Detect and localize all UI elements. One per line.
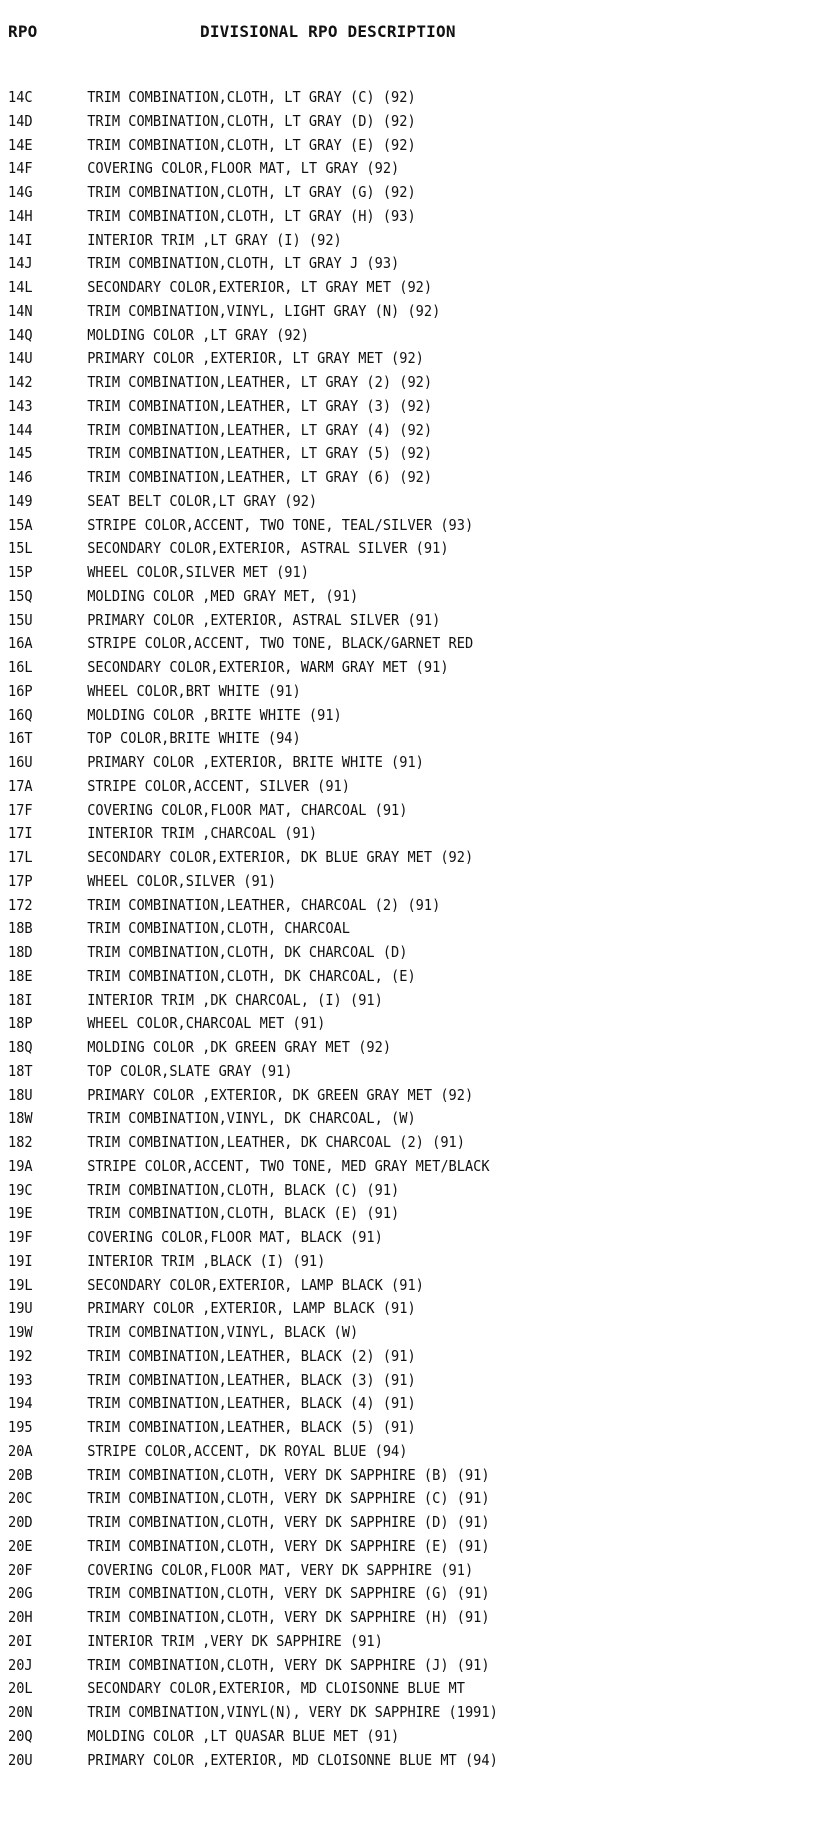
rpo-code: 19U [8,1299,33,1318]
rpo-code: 192 [8,1346,33,1365]
table-row [8,1630,703,1654]
rpo-code: 19W [8,1323,33,1341]
table-row [8,514,703,538]
rpo-description: INTERIOR TRIM ,VERY DK SAPPHIRE (91) [87,1631,383,1650]
table-row [8,347,703,371]
rpo-description: TRIM COMBINATION,CLOTH, LT GRAY J (93) [87,254,400,273]
rpo-code: 14F [8,159,33,178]
table-row [8,1012,703,1036]
rpo-description: PRIMARY COLOR ,EXTERIOR, BRITE WHITE (91) [87,753,424,771]
rpo-code: 14H [8,206,33,225]
rpo-description: SECONDARY COLOR,EXTERIOR, LT GRAY MET (92) [87,278,433,296]
rpo-description: COVERING COLOR,FLOOR MAT, LT GRAY (92) [87,159,400,178]
table-row [8,1535,703,1559]
table-row [8,229,703,253]
table-header [8,22,788,52]
rpo-code: 14Q [8,325,33,344]
rpo-code: 146 [8,468,33,486]
table-row [8,1440,703,1464]
rpo-code: 18E [8,966,33,985]
table-row [8,181,703,205]
rpo-description: TRIM COMBINATION,CLOTH, LT GRAY (C) (92) [87,88,416,106]
rpo-code: 16L [8,658,33,676]
rpo-code: 14E [8,135,33,154]
table-row [8,371,703,395]
table-row [8,1677,703,1701]
rpo-description: PRIMARY COLOR ,EXTERIOR, ASTRAL SILVER (91) [87,610,441,629]
table-row [8,632,703,656]
rpo-description: COVERING COLOR,FLOOR MAT, VERY DK SAPPHIRE (91) [87,1560,474,1579]
table-row [8,989,703,1013]
table-row [8,1131,703,1155]
rpo-description: TRIM COMBINATION,LEATHER, LT GRAY (4) (92) [87,420,433,439]
table-row [8,419,703,443]
rpo-code: 18P [8,1014,33,1033]
description-column-header: DIVISIONAL RPO DESCRIPTION [200,22,456,41]
rpo-code: 194 [8,1394,33,1413]
rpo-code: 142 [8,373,33,391]
rpo-description: STRIPE COLOR,ACCENT, TWO TONE, TEAL/SILVER (93) [87,515,474,534]
rpo-description: TOP COLOR,BRITE WHITE (94) [87,729,301,748]
table-row [8,1416,703,1440]
rpo-code: 18D [8,943,33,961]
rpo-code: 145 [8,444,33,463]
table-row [8,1559,703,1583]
rpo-list [8,86,798,1772]
rpo-description: TRIM COMBINATION,VINYL, LIGHT GRAY (N) (92) [87,301,441,320]
rpo-description: TRIM COMBINATION,LEATHER, LT GRAY (3) (92) [87,396,433,415]
rpo-description: WHEEL COLOR,SILVER MET (91) [87,563,309,581]
rpo-code: 16U [8,753,33,771]
table-row [8,1392,703,1416]
table-row [8,894,703,918]
rpo-description: TRIM COMBINATION,CLOTH, BLACK (E) (91) [87,1204,400,1223]
table-row [8,1084,703,1108]
table-row [8,1654,703,1678]
rpo-description: PRIMARY COLOR ,EXTERIOR, LT GRAY MET (92) [87,349,424,368]
rpo-code: 15L [8,539,33,558]
table-row [8,1107,703,1131]
rpo-description: WHEEL COLOR,SILVER (91) [87,871,277,890]
rpo-description: SECONDARY COLOR,EXTERIOR, WARM GRAY MET (91) [87,658,449,676]
rpo-code: 17L [8,848,33,866]
rpo-code: 17F [8,800,33,819]
rpo-description: INTERIOR TRIM ,LT GRAY (I) (92) [87,230,342,249]
rpo-description: TRIM COMBINATION,CLOTH, LT GRAY (H) (93) [87,206,416,225]
table-row [8,134,703,158]
rpo-description: STRIPE COLOR,ACCENT, TWO TONE, BLACK/GARNET RED [87,634,474,653]
rpo-description: WHEEL COLOR,CHARCOAL MET (91) [87,1014,326,1033]
rpo-description: TRIM COMBINATION,CLOTH, VERY DK SAPPHIRE (D) (91) [87,1513,490,1531]
rpo-code: 15Q [8,586,33,605]
rpo-description: TRIM COMBINATION,CLOTH, VERY DK SAPPHIRE (C) (91) [87,1489,490,1508]
rpo-description: SECONDARY COLOR,EXTERIOR, LAMP BLACK (91) [87,1275,424,1294]
rpo-description: TRIM COMBINATION,CLOTH, LT GRAY (D) (92) [87,111,416,130]
rpo-description: STRIPE COLOR,ACCENT, DK ROYAL BLUE (94) [87,1441,408,1460]
rpo-description: COVERING COLOR,FLOOR MAT, BLACK (91) [87,1228,383,1246]
rpo-description: INTERIOR TRIM ,DK CHARCOAL, (I) (91) [87,990,383,1009]
rpo-code: 19F [8,1228,33,1246]
rpo-description: TRIM COMBINATION,CLOTH, LT GRAY (E) (92) [87,135,416,154]
rpo-code: 15P [8,563,33,581]
rpo-code: 14I [8,230,33,249]
table-row [8,442,703,466]
table-row [8,846,703,870]
rpo-code: 20J [8,1655,33,1674]
rpo-code: 182 [8,1133,33,1151]
rpo-description: MOLDING COLOR ,DK GREEN GRAY MET (92) [87,1038,392,1056]
rpo-description: TRIM COMBINATION,LEATHER, BLACK (5) (91) [87,1418,416,1436]
rpo-description: SECONDARY COLOR,EXTERIOR, MD CLOISONNE BLUE MT [87,1679,465,1698]
table-row [8,680,703,704]
table-row [8,1036,703,1060]
rpo-code: 14U [8,349,33,368]
rpo-code: 20I [8,1631,33,1650]
table-row [8,1345,703,1369]
rpo-description: MOLDING COLOR ,MED GRAY MET, (91) [87,586,359,605]
rpo-code: 16P [8,681,33,700]
table-row [8,1749,703,1773]
rpo-code: 20L [8,1679,33,1698]
rpo-code: 14C [8,88,33,106]
rpo-description: TRIM COMBINATION,CLOTH, VERY DK SAPPHIRE (E) (91) [87,1536,490,1555]
rpo-code: 20U [8,1750,33,1769]
rpo-code: 14J [8,254,33,273]
rpo-description: INTERIOR TRIM ,CHARCOAL (91) [87,824,318,843]
rpo-code: 20A [8,1441,33,1460]
table-row [8,1464,703,1488]
table-row [8,870,703,894]
table-row [8,252,703,276]
table-row [8,537,703,561]
table-row [8,490,703,514]
rpo-code: 19I [8,1251,33,1270]
rpo-code: 15A [8,515,33,534]
table-row [8,300,703,324]
rpo-code: 14G [8,183,33,201]
rpo-code: 18T [8,1061,33,1080]
rpo-code: 14N [8,301,33,320]
rpo-code: 144 [8,420,33,439]
rpo-code: 20B [8,1465,33,1484]
table-row [8,585,703,609]
table-row [8,1725,703,1749]
rpo-description: SECONDARY COLOR,EXTERIOR, ASTRAL SILVER (91) [87,539,449,558]
table-row [8,727,703,751]
rpo-description: TRIM COMBINATION,CLOTH, CHARCOAL [87,919,350,938]
table-row [8,205,703,229]
rpo-description: TRIM COMBINATION,LEATHER, LT GRAY (5) (92) [87,444,433,463]
rpo-code: 19E [8,1204,33,1223]
rpo-description: TRIM COMBINATION,CLOTH, LT GRAY (G) (92) [87,183,416,201]
table-row [8,751,703,775]
rpo-description: TRIM COMBINATION,CLOTH, DK CHARCOAL, (E) [87,966,416,985]
rpo-description: TRIM COMBINATION,VINYL, BLACK (W) [87,1323,359,1341]
rpo-description: TRIM COMBINATION,LEATHER, BLACK (3) (91) [87,1370,416,1389]
rpo-description: STRIPE COLOR,ACCENT, TWO TONE, MED GRAY MET/BLACK [87,1156,490,1175]
table-row [8,1179,703,1203]
table-row [8,561,703,585]
rpo-code: 17P [8,871,33,890]
table-row [8,941,703,965]
rpo-code: 195 [8,1418,33,1436]
table-row [8,466,703,490]
table-row [8,1487,703,1511]
table-row [8,1060,703,1084]
rpo-description: STRIPE COLOR,ACCENT, SILVER (91) [87,776,350,795]
rpo-code: 18I [8,990,33,1009]
rpo-description: WHEEL COLOR,BRT WHITE (91) [87,681,301,700]
rpo-code: 19L [8,1275,33,1294]
rpo-code: 18B [8,919,33,938]
rpo-description: PRIMARY COLOR ,EXTERIOR, MD CLOISONNE BLUE MT (94) [87,1750,498,1769]
table-row [8,1701,703,1725]
rpo-description: TRIM COMBINATION,LEATHER, CHARCOAL (2) (91) [87,895,441,914]
rpo-description: PRIMARY COLOR ,EXTERIOR, LAMP BLACK (91) [87,1299,416,1318]
rpo-code: 17A [8,776,33,795]
table-row [8,799,703,823]
rpo-code: 20E [8,1536,33,1555]
rpo-code: 20N [8,1703,33,1721]
table-row [8,965,703,989]
rpo-code: 18U [8,1085,33,1104]
rpo-description: TRIM COMBINATION,CLOTH, BLACK (C) (91) [87,1180,400,1199]
table-row [8,1511,703,1535]
rpo-code: 20C [8,1489,33,1508]
rpo-code: 16T [8,729,33,748]
rpo-description: TRIM COMBINATION,LEATHER, BLACK (4) (91) [87,1394,416,1413]
table-row [8,775,703,799]
rpo-description: TRIM COMBINATION,CLOTH, VERY DK SAPPHIRE (J) (91) [87,1655,490,1674]
rpo-description: MOLDING COLOR ,BRITE WHITE (91) [87,705,342,724]
table-row [8,110,703,134]
rpo-code: 143 [8,396,33,415]
rpo-code: 19A [8,1156,33,1175]
rpo-description: TRIM COMBINATION,CLOTH, DK CHARCOAL (D) [87,943,408,961]
rpo-description: SEAT BELT COLOR,LT GRAY (92) [87,491,318,510]
table-row [8,1250,703,1274]
table-row [8,157,703,181]
table-row [8,1274,703,1298]
table-row [8,395,703,419]
rpo-code: 20D [8,1513,33,1531]
rpo-description: SECONDARY COLOR,EXTERIOR, DK BLUE GRAY MET (92) [87,848,474,866]
rpo-code: 20G [8,1584,33,1603]
rpo-code: 18W [8,1109,33,1128]
rpo-code: 193 [8,1370,33,1389]
rpo-description: MOLDING COLOR ,LT QUASAR BLUE MET (91) [87,1726,400,1745]
rpo-description: TRIM COMBINATION,VINYL(N), VERY DK SAPPHIRE (1991) [87,1703,498,1721]
table-row [8,1582,703,1606]
table-row [8,1202,703,1226]
rpo-description: TRIM COMBINATION,LEATHER, LT GRAY (6) (92) [87,468,433,486]
rpo-description: TRIM COMBINATION,CLOTH, VERY DK SAPPHIRE (H) (91) [87,1608,490,1626]
table-row [8,86,703,110]
rpo-code: 172 [8,895,33,914]
rpo-code: 17I [8,824,33,843]
rpo-description: TOP COLOR,SLATE GRAY (91) [87,1061,293,1080]
rpo-code: 19C [8,1180,33,1199]
rpo-code: 14D [8,111,33,130]
table-row [8,609,703,633]
rpo-code: 18Q [8,1038,33,1056]
table-row [8,917,703,941]
rpo-description: COVERING COLOR,FLOOR MAT, CHARCOAL (91) [87,800,408,819]
table-row [8,1321,703,1345]
table-row [8,276,703,300]
rpo-description: MOLDING COLOR ,LT GRAY (92) [87,325,309,344]
rpo-code: 15U [8,610,33,629]
rpo-code: 14L [8,278,33,296]
rpo-description: TRIM COMBINATION,LEATHER, DK CHARCOAL (2) (91) [87,1133,465,1151]
rpo-description: INTERIOR TRIM ,BLACK (I) (91) [87,1251,326,1270]
table-row [8,704,703,728]
table-row [8,1369,703,1393]
rpo-code: 16A [8,634,33,653]
rpo-code: 20F [8,1560,33,1579]
table-row [8,324,703,348]
rpo-description: TRIM COMBINATION,LEATHER, LT GRAY (2) (92) [87,373,433,391]
table-row [8,1226,703,1250]
table-row [8,1606,703,1630]
table-row [8,1155,703,1179]
rpo-description: TRIM COMBINATION,CLOTH, VERY DK SAPPHIRE (B) (91) [87,1465,490,1484]
rpo-description: PRIMARY COLOR ,EXTERIOR, DK GREEN GRAY MET (92) [87,1085,474,1104]
rpo-code: 20H [8,1608,33,1626]
rpo-code: 149 [8,491,33,510]
table-row [8,822,703,846]
rpo-code: 20Q [8,1726,33,1745]
table-row [8,656,703,680]
rpo-description: TRIM COMBINATION,LEATHER, BLACK (2) (91) [87,1346,416,1365]
rpo-description: TRIM COMBINATION,VINYL, DK CHARCOAL, (W) [87,1109,416,1128]
table-row [8,1297,703,1321]
rpo-description: TRIM COMBINATION,CLOTH, VERY DK SAPPHIRE (G) (91) [87,1584,490,1603]
rpo-column-header: RPO [8,22,38,41]
rpo-code: 16Q [8,705,33,724]
